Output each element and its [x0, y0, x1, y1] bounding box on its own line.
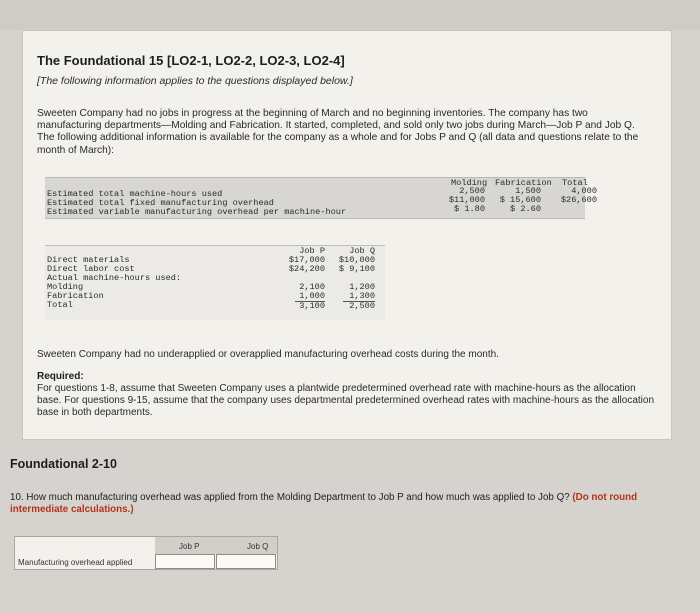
col-job-q: Job Q — [349, 246, 375, 256]
jobs-table — [45, 245, 385, 320]
question-text — [10, 492, 690, 516]
row-label: Estimated variable manufacturing overhead per machine-hour — [47, 207, 347, 217]
cell: 4,000 — [571, 186, 597, 196]
top-band — [0, 0, 700, 30]
problem-title: The Foundational 15 [LO2-1, LO2-2, LO2-3, LO2-4] — [37, 53, 345, 68]
row-label: Molding — [47, 282, 84, 292]
job-q-overhead-input[interactable] — [216, 554, 276, 569]
row-label: Direct labor cost — [47, 264, 135, 274]
job-p-overhead-input[interactable] — [155, 554, 215, 569]
cell: $ 9,100 — [338, 264, 375, 274]
col-molding: Molding — [451, 178, 488, 188]
cell: $10,000 — [338, 255, 375, 265]
cell: $24,200 — [288, 264, 325, 274]
problem-card — [22, 30, 672, 440]
col-fabrication: Fabrication — [495, 178, 552, 188]
answer-table — [14, 536, 278, 570]
row-label: Estimated total fixed manufacturing overhead — [47, 198, 274, 208]
answer-row-label: Manufacturing overhead applied — [18, 558, 133, 567]
row-label: Direct materials — [47, 255, 130, 265]
section-title: Foundational 2-10 — [10, 457, 117, 471]
problem-subtitle: [The following information applies to the questions displayed below.] — [37, 75, 353, 87]
question-emphasis: (Do not round intermediate calculations.) — [10, 492, 638, 515]
cell: $11,000 — [448, 195, 485, 205]
cell: $ 15,600 — [499, 195, 541, 205]
estimates-table — [45, 177, 597, 219]
row-label: Total — [47, 300, 73, 310]
cell: 2,500 — [459, 186, 485, 196]
cell: 2,500 — [343, 301, 375, 311]
cell: 1,500 — [515, 186, 541, 196]
required-heading: Required: — [37, 371, 84, 382]
cell: $17,000 — [288, 255, 325, 265]
row-label: Estimated total machine-hours used — [47, 189, 223, 199]
cell: 1,000 — [299, 291, 325, 301]
required-text: For questions 1-8, assume that Sweeten Company uses a plantwide predetermined overhead rate with machine-hours as the allocation base. For questions 9-15, assume that the company uses departmental predetermined overhead rates with machine-hours as the allocation base in both departments. — [37, 383, 655, 418]
cell: $26,600 — [560, 195, 597, 205]
col-job-p: Job P — [299, 246, 325, 256]
overhead-note: Sweeten Company had no underapplied or overapplied manufacturing overhead costs during the month. — [37, 349, 499, 360]
cell: $ 1.80 — [454, 204, 485, 214]
cell: 3,100 — [295, 301, 325, 311]
cell: $ 2.60 — [510, 204, 541, 214]
cell: 1,200 — [349, 282, 375, 292]
cell: 1,300 — [349, 291, 375, 301]
question-body: 10. How much manufacturing overhead was applied from the Molding Department to Job P and how much was applied to Job Q? — [10, 492, 573, 503]
col-total: Total — [562, 178, 588, 188]
row-label: Fabrication — [47, 291, 104, 301]
cell: 2,100 — [299, 282, 325, 292]
problem-intro: Sweeten Company had no jobs in progress at the beginning of March and no beginning inventories. The company has two manufacturing departments—Molding and Fabrication. It started, completed, and sold only two jobs during March—Job P and Job Q. The following additional information is available for the company as a whole and for Jobs P and Q (all data and questions relate to the month of March): — [37, 108, 639, 156]
answer-col-job-p: Job P — [179, 542, 200, 551]
answer-col-job-q: Job Q — [247, 542, 269, 551]
row-label: Actual machine-hours used: — [47, 273, 182, 283]
